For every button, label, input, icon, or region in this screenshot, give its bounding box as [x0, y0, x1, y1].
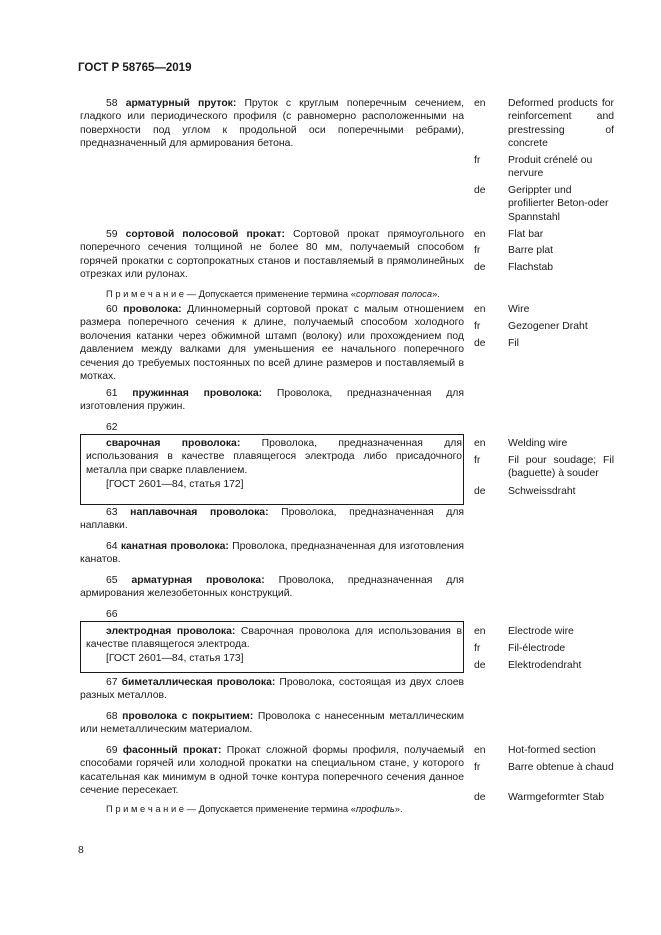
- equivalent-term: Flachstab: [508, 262, 554, 273]
- lang-code: fr: [474, 455, 481, 466]
- term-number-62: [80, 421, 464, 434]
- term-entry-61: [80, 387, 464, 414]
- lang-code: fr: [474, 155, 481, 166]
- term-definition: Сварочная проволока для использования в качестве плавящегося электрода.: [86, 626, 462, 651]
- equivalent-term: Fil-électrode: [508, 643, 566, 654]
- lang-code: fr: [474, 321, 481, 332]
- equivalent-term: Elektrodendraht: [508, 660, 582, 671]
- lang-code: de: [474, 792, 486, 803]
- lang-code: fr: [474, 762, 481, 773]
- note-end: ».: [394, 803, 403, 814]
- term-definition: Длинномерный сортовой прокат с малым отношением размера поперечного сечения к длине, получаемый способом холодного волочения катанки через обжимной штамп (волоку) или прохождением под давлением между валками для уменьшения ее начального поперечного сечения до требуемых постоянных по всей длине размеров и поставляемый в мотках.: [80, 304, 464, 383]
- term-name: наплавочная проволока:: [130, 507, 269, 518]
- term-definition: Прокат сложной формы профиля, получаемый способами горячей или холодной прокатки на специальном стане, у которого касательная как минимум в одной точке контура поперечного сечения данное сечение пересекает.: [80, 745, 465, 797]
- equivalent-term: Hot-formed section: [508, 745, 596, 756]
- equivalent-term: Barre plat: [508, 245, 554, 256]
- term-number: 60: [106, 304, 118, 315]
- term-name: канатная проволока:: [120, 541, 229, 552]
- term-definition: Пруток с круглым поперечным сечением, гладкого или периодического профиля (с равномерно расположенными на поверхности под углом к продольной оси поперечными ребрами), предназначенный для армирования бетона.: [80, 98, 465, 150]
- note-term: сортовая полоса: [355, 288, 433, 299]
- equivalent-term: Warmgeformter Stab: [508, 792, 605, 803]
- term-name: сортовой полосовой прокат:: [125, 229, 285, 240]
- lang-code: fr: [474, 245, 481, 256]
- note-59: [80, 287, 464, 300]
- lang-code: de: [474, 338, 486, 349]
- term-number: 64: [106, 541, 118, 552]
- equivalent-term: Welding wire: [508, 438, 568, 449]
- term-reference: [ГОСТ 2601—84, статья 173]: [106, 653, 244, 664]
- term-number: 69: [106, 745, 118, 756]
- lang-code: de: [474, 185, 486, 196]
- note-69: [80, 802, 464, 815]
- term-number: 67: [106, 677, 118, 688]
- term-definition: Проволока, предназначенная для изготовления канатов.: [80, 541, 465, 566]
- term-name: арматурная проволока:: [131, 575, 265, 586]
- equivalent-term: Fil: [508, 338, 519, 349]
- lang-code: de: [474, 486, 486, 497]
- equivalent-term: Flat bar: [508, 229, 544, 240]
- term-entry-65: [80, 574, 464, 601]
- lang-code: de: [474, 262, 486, 273]
- term-name: арматурный пруток:: [125, 98, 237, 109]
- term-name: сварочная проволока:: [106, 438, 241, 449]
- term-definition: Проволока, предназначенная для армирования железобетонных конструкций.: [80, 575, 465, 600]
- term-entry-60: [80, 303, 464, 383]
- equivalent-term: Produit crénelé ou nervure: [508, 155, 593, 180]
- term-definition: Проволока, предназначенная для использования в качестве плавящегося электрода либо присадочного металла при сварке плавлением.: [86, 438, 462, 476]
- note-label: П р и м е ч а н и е: [106, 288, 185, 299]
- term-number: 66: [106, 609, 118, 620]
- lang-code: de: [474, 660, 486, 671]
- note-term: профиль: [355, 803, 395, 814]
- term-entry-66: [86, 625, 462, 652]
- equivalent-term: Schweissdraht: [508, 486, 576, 497]
- term-name: пружинная проволока:: [132, 388, 263, 399]
- term-entry-58: [80, 97, 464, 151]
- term-entry-59: [80, 228, 464, 282]
- term-definition: Проволока с нанесенным металлическим или неметаллическим материалом.: [80, 711, 465, 736]
- lang-code: en: [474, 98, 486, 109]
- term-number: 59: [106, 229, 118, 240]
- lang-code: en: [474, 745, 486, 756]
- term-entry-63: [80, 506, 464, 533]
- equivalent-term: Barre obtenue à chaud: [508, 762, 614, 773]
- lang-code: en: [474, 626, 486, 637]
- term-reference: [ГОСТ 2601—84, статья 172]: [106, 479, 244, 490]
- equivalent-term: Wire: [508, 304, 530, 315]
- lang-code: en: [474, 438, 486, 449]
- term-number: 68: [106, 711, 118, 722]
- equivalent-term: Fil pour soudage; Fil (baguette) à souder: [508, 455, 614, 480]
- term-entry-64: [80, 540, 464, 567]
- equivalent-term: Gezogener Draht: [508, 321, 588, 332]
- lang-code: fr: [474, 643, 481, 654]
- equivalent-term: Electrode wire: [508, 626, 574, 637]
- note-text: — Допускается применение термина «: [184, 288, 356, 299]
- term-definition: Сортовой прокат прямоугольного поперечного сечения толщиной не более 80 мм, получаемый способом горячей прокатки с сортопрокатных станов и поставляемый в прямолинейных отрезках или рулонах.: [80, 229, 464, 281]
- note-text: — Допускается применение термина «: [184, 803, 356, 814]
- term-number: 65: [106, 575, 118, 586]
- lang-code: en: [474, 229, 486, 240]
- equivalent-term: Deformed products for reinforcement and prestressing of concrete: [508, 98, 614, 150]
- term-definition: Проволока, предназначенная для изготовления пружин.: [80, 388, 464, 413]
- term-number: 63: [106, 507, 118, 518]
- term-number: 58: [106, 98, 118, 109]
- term-entry-69: [80, 744, 464, 798]
- term-name: проволока:: [123, 304, 182, 315]
- term-number: 62: [106, 422, 118, 433]
- term-entry-68: [80, 710, 464, 737]
- term-name: проволока с покрытием:: [122, 711, 254, 722]
- document-code: ГОСТ Р 58765—2019: [78, 62, 192, 74]
- term-entry-62: [86, 437, 462, 477]
- term-definition: Проволока, состоящая из двух слоев разных металлов.: [80, 677, 465, 702]
- term-name: электродная проволока:: [106, 626, 236, 637]
- note-end: ».: [432, 288, 440, 299]
- term-number: 61: [106, 388, 118, 399]
- page-number: 8: [78, 845, 84, 856]
- term-name: фасонный прокат:: [122, 745, 222, 756]
- term-number-66: [80, 608, 464, 621]
- term-entry-67: [80, 676, 464, 703]
- equivalent-term: Gerippter und profilierter Beton-oder Spannstahl: [508, 185, 609, 223]
- term-definition: Проволока, предназначенная для наплавки.: [80, 507, 465, 532]
- lang-code: en: [474, 304, 486, 315]
- term-name: биметаллическая проволока:: [121, 677, 276, 688]
- note-label: П р и м е ч а н и е: [106, 803, 185, 814]
